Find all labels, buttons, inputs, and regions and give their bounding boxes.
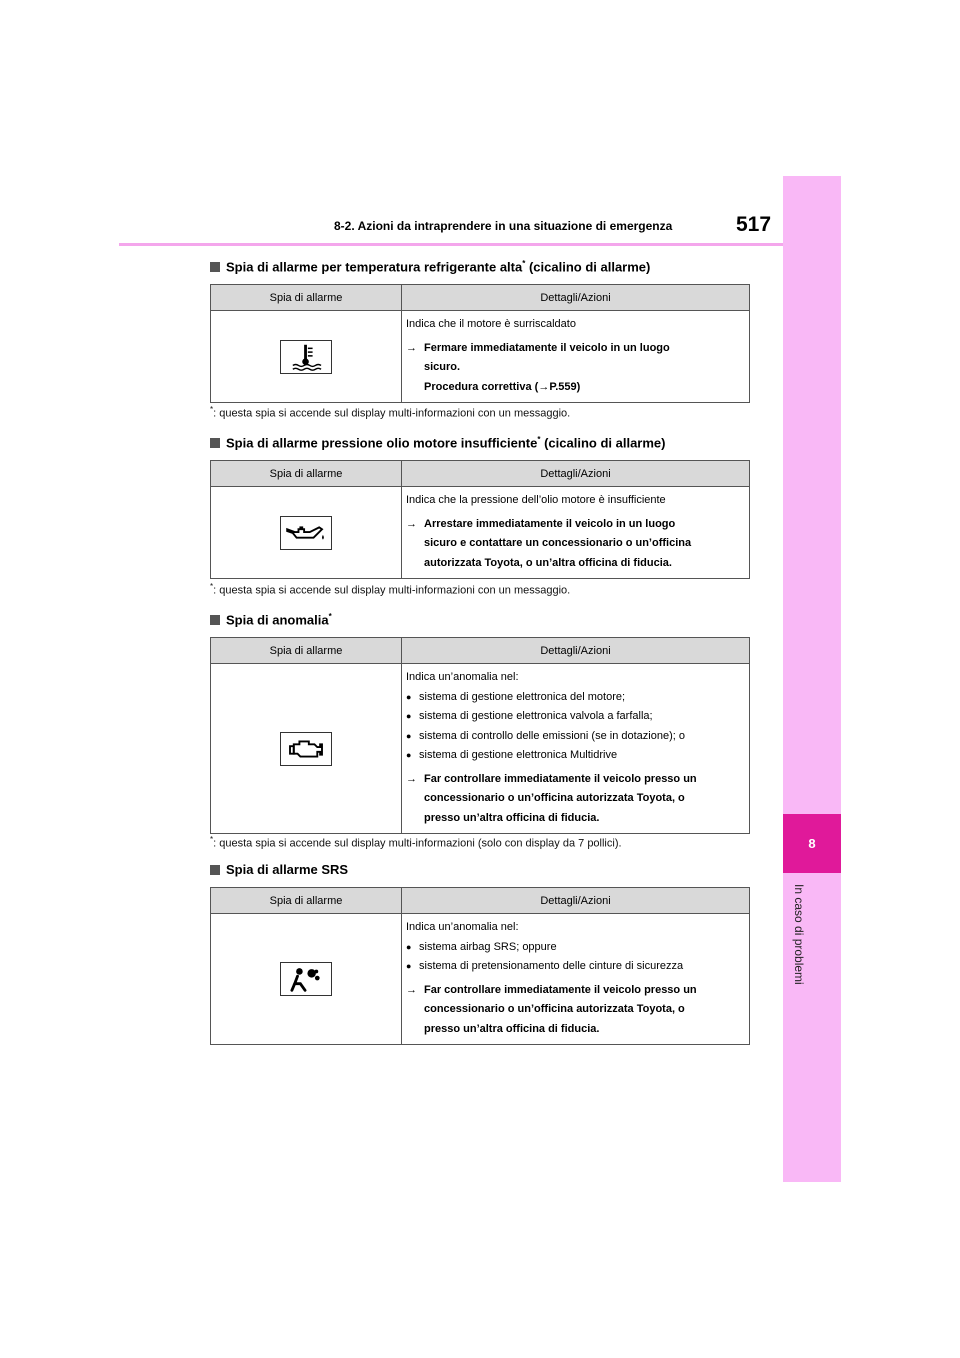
coolant-table [210,284,750,403]
arrow-icon: → [406,983,417,996]
page-number: 517 [736,213,772,236]
anomalia-table [210,637,750,834]
list-item: ● sistema airbag SRS; oppure [406,938,743,958]
section-title-oil: Spia di allarme pressione olio motore insufficiente* (cicalino di allarme) [210,435,665,450]
bullet-dot-icon: ● [406,961,412,971]
chapter-side-tab [783,176,841,1182]
chapter-label: In caso di problemi [792,884,806,985]
table-header-spia: Spia di allarme [211,638,402,664]
oil-pressure-icon [280,516,332,550]
table-header-dettagli: Dettagli/Azioni [402,285,750,311]
list-item: ● sistema di gestione elettronica del motore; [406,688,743,708]
table-header-spia: Spia di allarme [211,461,402,487]
arrow-icon: → [406,341,417,354]
bullet-dot-icon: ● [406,750,412,760]
bullet-dot-icon: ● [406,691,412,702]
section-title-anomalia: Spia di anomalia* [210,612,332,627]
list-item: ● sistema di pretensionamento delle cinture di sicurezza [406,957,743,977]
coolant-details: Indica che il motore è surriscaldato → Fermare immediatamente il veicolo in un luogo sicuro. Procedura correttiva (→P.559) [402,311,750,403]
section-title-srs: Spia di allarme SRS [210,862,348,877]
arrow-icon: → [406,772,417,785]
footnote-oil: *: questa spia si accende sul display multi-informazioni con un messaggio. [210,582,571,597]
footnote-coolant: *: questa spia si accende sul display multi-informazioni con un messaggio. [210,405,571,420]
bullet-dot-icon: ● [406,941,412,952]
oil-details: Indica che la pressione dell’olio motore è insufficiente → Arrestare immediatamente il veicolo in un luogo sicuro e contattare un concessionario o un’officina autorizzata Toyota, o un’altra officina di fiducia. [402,487,750,579]
srs-details: Indica un’anomalia nel: ● sistema airbag SRS; oppure ● sistema di pretensionamento delle cinture di sicurezza → Far controllare immediatamente il veicolo presso un concessionario o un’officina autorizzata Toyota, o presso un’altra officina di fiducia. [402,914,750,1045]
oil-table [210,460,750,579]
coolant-temperature-icon [280,340,332,374]
arrow-icon: → [406,517,417,530]
list-item: ● sistema di gestione elettronica Multidrive [406,746,743,766]
header-title: 8-2. Azioni da intraprendere in una situazione di emergenza [334,219,673,233]
table-header-dettagli: Dettagli/Azioni [402,638,750,664]
table-header-spia: Spia di allarme [211,285,402,311]
srs-airbag-icon [280,962,332,996]
list-item: ● sistema di controllo delle emissioni (se in dotazione); o [406,727,743,747]
anomalia-details: Indica un’anomalia nel: ● sistema di gestione elettronica del motore; ● sistema di gestione elettronica valvola a farfalla; ● sistema di controllo delle emissioni (se in dotazione); o ● sistema di gestione elettronica Multidrive → Far controllare immediatamente il veicolo presso un concessionario o un’officina autorizzata Toyota, o presso un’altra officina di fiducia. [402,664,750,834]
square-bullet-icon [210,615,220,625]
table-header-dettagli: Dettagli/Azioni [402,888,750,914]
check-engine-icon [280,732,332,766]
chapter-number: 8 [783,814,841,873]
header-rule [119,243,783,246]
footnote-anomalia: *: questa spia si accende sul display multi-informazioni (solo con display da 7 pollici). [210,835,622,850]
list-item: ● sistema di gestione elettronica valvola a farfalla; [406,707,743,727]
table-header-spia: Spia di allarme [211,888,402,914]
section-title-coolant: Spia di allarme per temperatura refrigerante alta* (cicalino di allarme) [210,259,650,274]
srs-table [210,887,750,1045]
square-bullet-icon [210,262,220,272]
square-bullet-icon [210,865,220,875]
bullet-dot-icon: ● [406,711,412,721]
bullet-dot-icon: ● [406,730,412,741]
table-header-dettagli: Dettagli/Azioni [402,461,750,487]
square-bullet-icon [210,438,220,448]
